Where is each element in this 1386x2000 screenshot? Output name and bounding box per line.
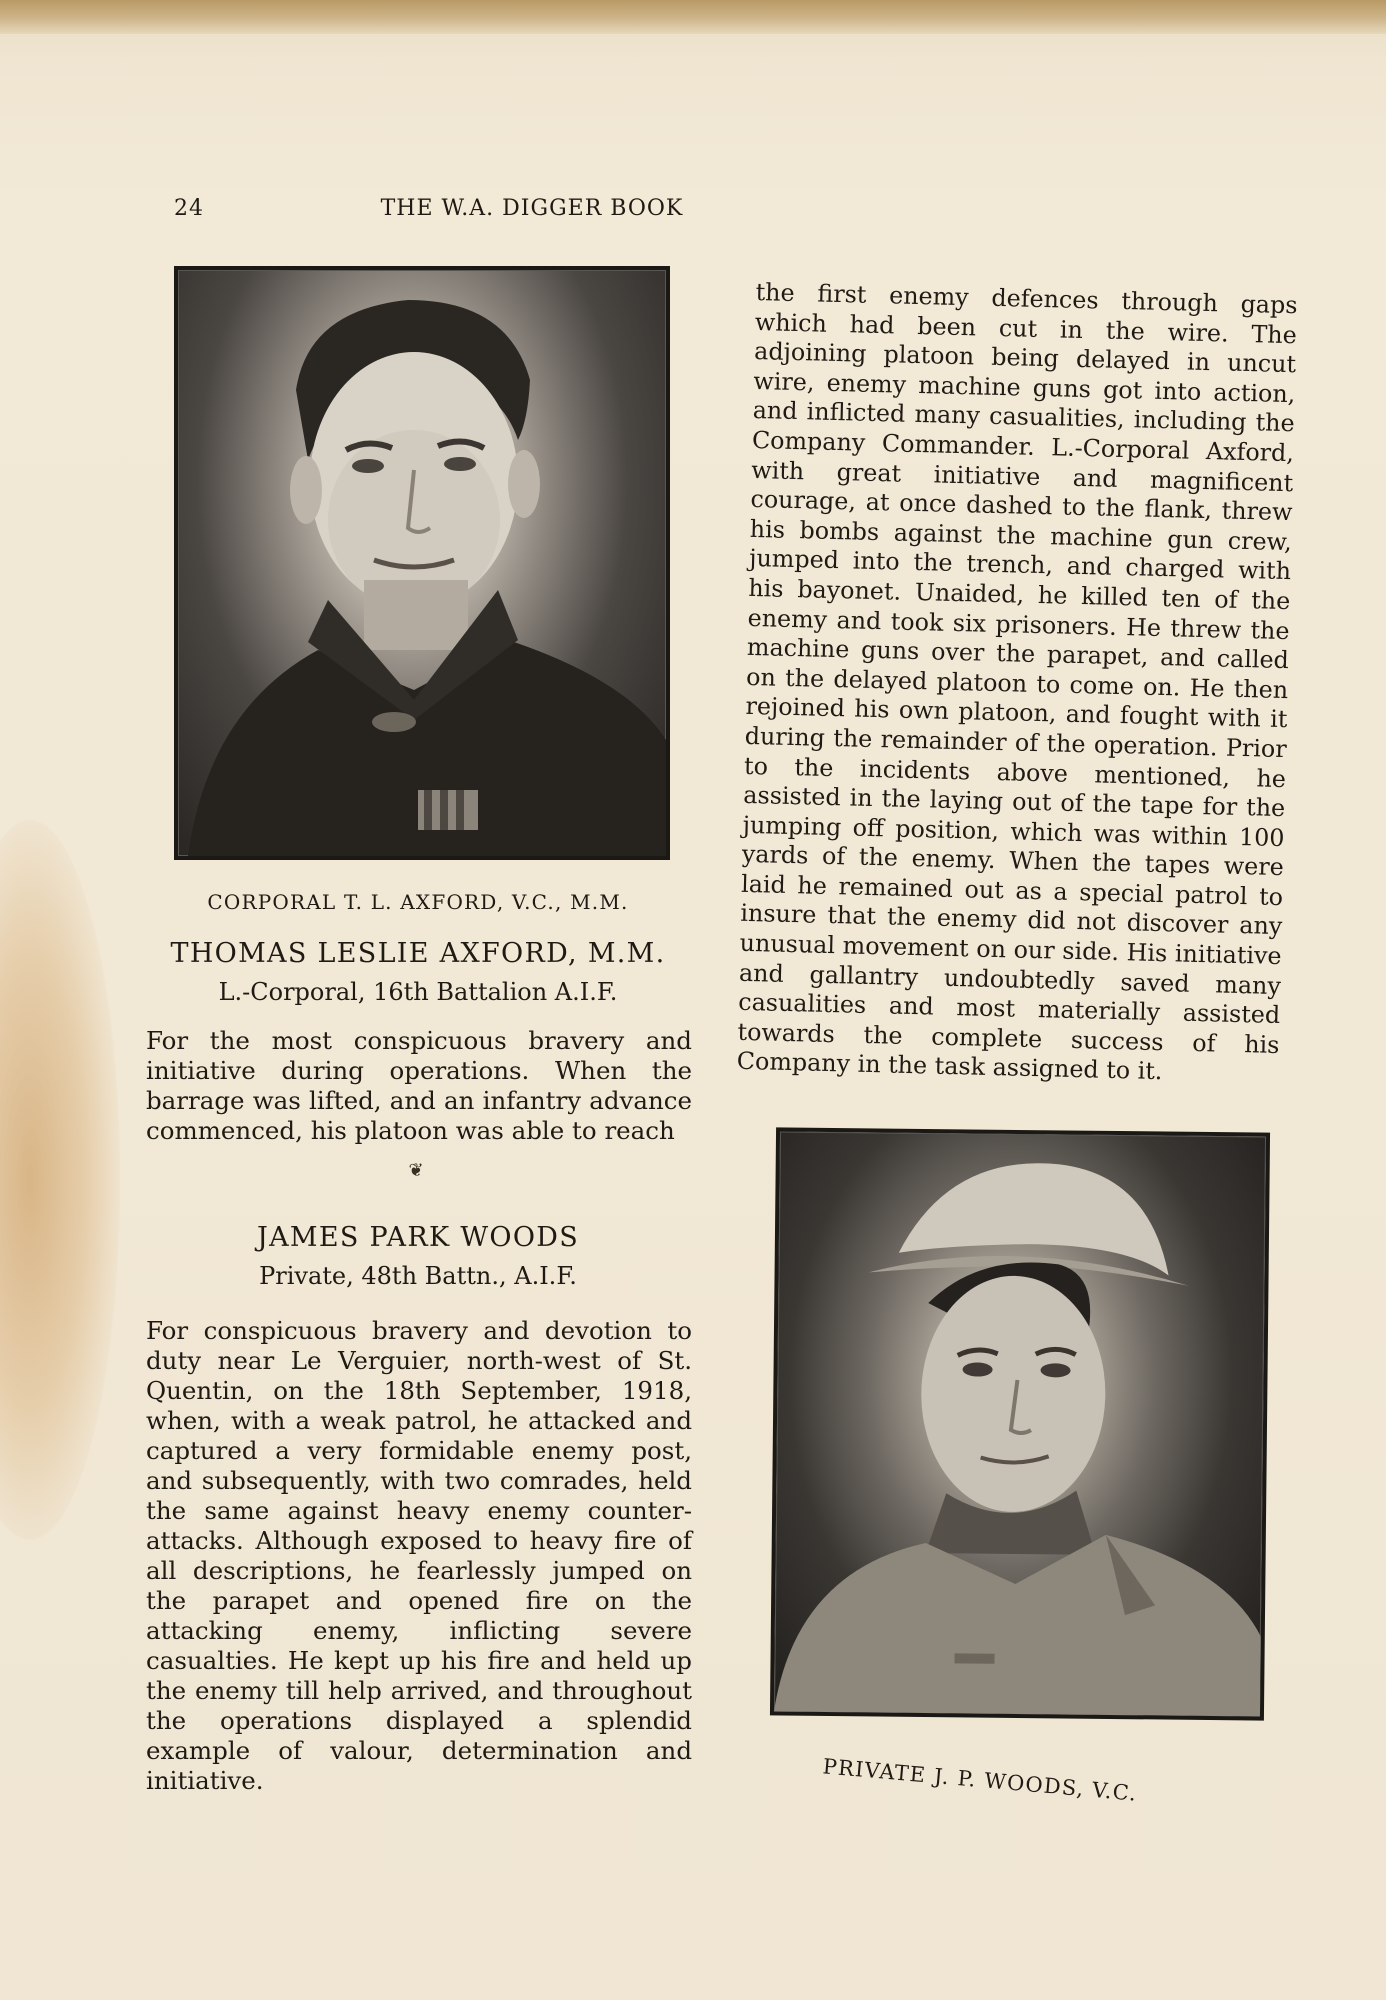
- woods-citation: For conspicuous bravery and devotion to duty near Le Verguier, north-west of St. Quentin, on the 18th September, 1918, when, with a weak patrol, he attacked and captured a very formidable enemy post, and subsequently, with two comrades, held the same against heavy enemy counter-attacks. Although exposed to heavy fire of all descriptions, he fearlessly jumped on the parapet and opened fire on the attacking enemy, inflicting severe casualties. He kept up his fire and held up the enemy till help arrived, and throughout the operations displayed a splendid example of valour, determination and initiative.: [146, 1316, 692, 1795]
- woods-portrait-photo: [770, 1127, 1270, 1720]
- running-title: THE W.A. DIGGER BOOK: [380, 196, 684, 221]
- woods-portrait-drawing: [774, 1131, 1266, 1716]
- woods-name-heading: JAMES PARK WOODS: [257, 1222, 579, 1253]
- axford-name-heading: THOMAS LESLIE AXFORD, M.M.: [170, 938, 666, 969]
- axford-photo-caption: CORPORAL T. L. AXFORD, V.C., M.M.: [207, 890, 629, 914]
- axford-portrait-drawing: [178, 270, 666, 856]
- axford-rank: L.-Corporal, 16th Battalion A.I.F.: [218, 978, 618, 1006]
- axford-portrait-photo: [174, 266, 670, 860]
- section-ornament: ❦: [408, 1160, 424, 1181]
- page-header: [174, 196, 890, 226]
- page-top-edge: [0, 0, 1386, 34]
- axford-citation-part1: For the most conspicuous bravery and initiative during operations. When the barrage was lifted, and an infantry advance commenced, his platoon was able to reach: [146, 1026, 692, 1145]
- woods-rank: Private, 48th Battn., A.I.F.: [259, 1262, 577, 1290]
- paper-stain: [0, 820, 120, 1540]
- axford-citation-part2: the first enemy defences through gaps which had been cut in the wire. The adjoining platoon being delayed in uncut wire, enemy machine guns got into action, and inflicted many casualities, including the Company Commander. L.-Corporal Axford, with great initiative and magnificent courage, at once dashed to the flank, threw his bombs against the machine gun crew, jumped into the trench, and charged with his bayonet. Unaided, he killed ten of the enemy and took six prisoners. He threw the machine guns over the parapet, and called on the delayed platoon to come on. He then rejoined his own platoon, and fought with it during the remainder of the operation. Prior to the incidents above mentioned, he assisted in the laying out of the tape for the jumping off position, which was within 100 yards of the enemy. When the tapes were laid he remained out as a special patrol to insure that the enemy did not discover any unusual movement on our side. His initiative and gallantry undoubtedly saved many casualities and most materially assisted towards the complete success of his Company in the task assigned to it.: [736, 278, 1298, 1086]
- page-number: 24: [174, 196, 204, 221]
- woods-photo-caption: PRIVATE J. P. WOODS, V.C.: [821, 1754, 1139, 1806]
